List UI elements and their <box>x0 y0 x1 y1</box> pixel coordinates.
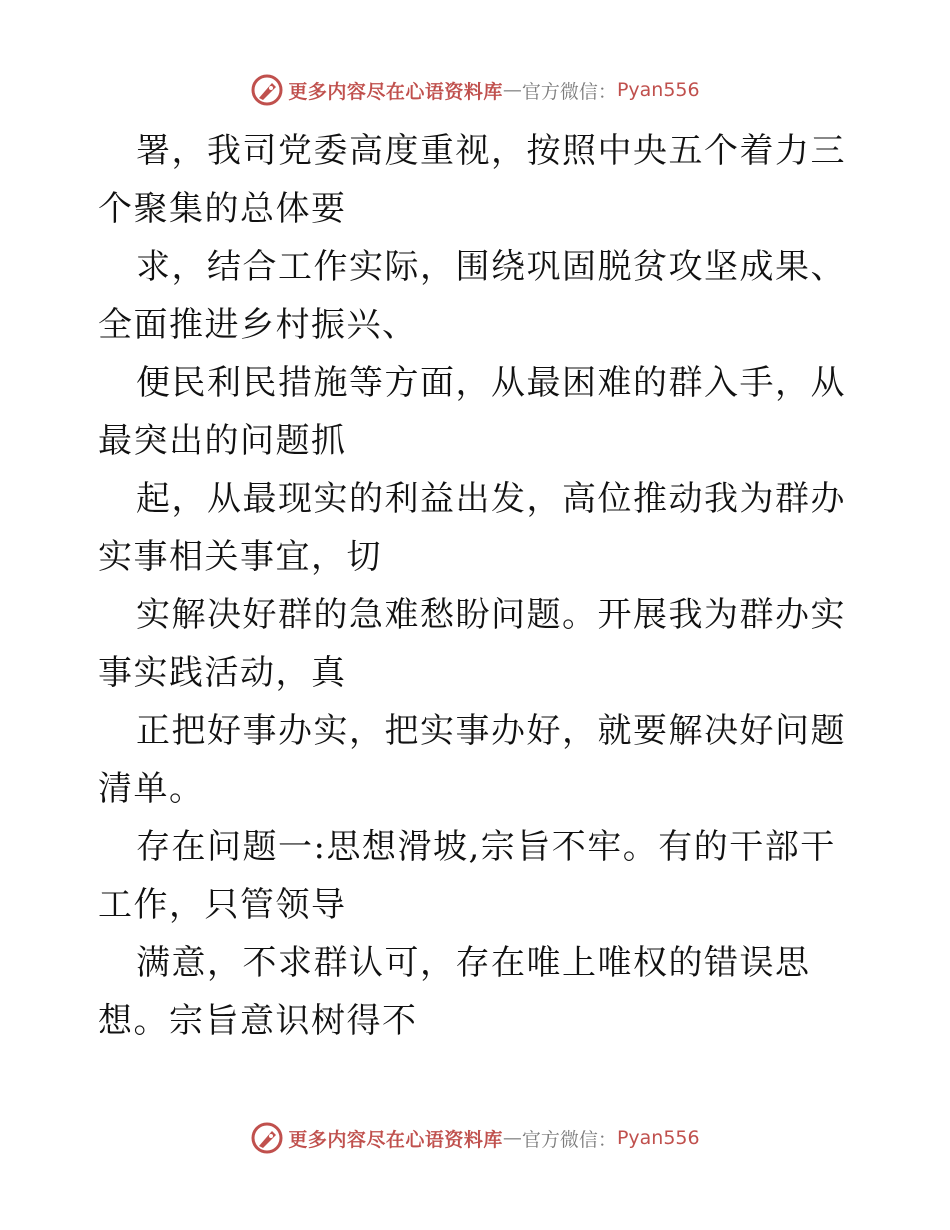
header-separator: — <box>502 79 522 101</box>
footer-watermark <box>0 1118 950 1158</box>
header-brand: 更多内容尽在心语资料库 <box>288 80 503 103</box>
paragraph: 存在问题一:思想滑坡,宗旨不牢。有的干部干工作，只管领导 <box>98 827 836 925</box>
header-label: 官方微信： <box>521 80 617 103</box>
paragraph: 起，从最现实的利益出发，高位推动我为群办实事相关事宜，切 <box>98 479 846 577</box>
document-body <box>98 122 858 1050</box>
paragraph: 求，结合工作实际，围绕巩固脱贫攻坚成果、全面推进乡村振兴、 <box>98 247 846 345</box>
pen-nib-logo-icon <box>250 1121 284 1155</box>
footer-label: 官方微信： <box>521 1128 617 1151</box>
paragraph: 署，我司党委高度重视，按照中央五个着力三个聚集的总体要 <box>98 131 846 229</box>
header-watermark <box>0 70 950 110</box>
pen-nib-logo-icon <box>250 73 284 107</box>
footer-wechat-id: Pyan556 <box>616 1127 700 1149</box>
paragraph: 实解决好群的急难愁盼问题。开展我为群办实事实践活动，真 <box>98 595 846 693</box>
footer-separator: — <box>502 1127 522 1149</box>
paragraph: 便民利民措施等方面，从最困难的群入手，从最突出的问题抓 <box>98 363 846 461</box>
footer-brand: 更多内容尽在心语资料库 <box>288 1128 503 1151</box>
paragraph: 满意，不求群认可，存在唯上唯权的错误思想。宗旨意识树得不 <box>98 943 811 1041</box>
header-wechat-id: Pyan556 <box>616 79 700 101</box>
paragraph: 正把好事办实，把实事办好，就要解决好问题清单。 <box>98 711 846 809</box>
